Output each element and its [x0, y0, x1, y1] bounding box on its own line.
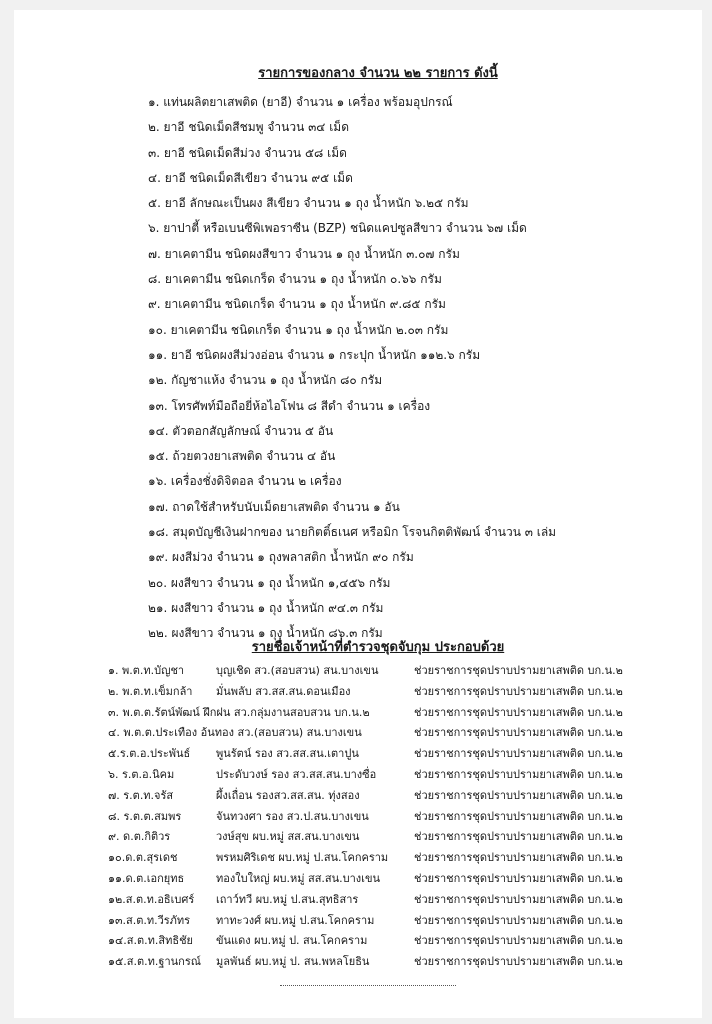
- officer-duty: ช่วยราชการชุดปราบปรามยาเสพติด บก.น.๒: [414, 747, 623, 761]
- officer-rank-name: ๕.ร.ต.อ.ประพันธ์: [108, 747, 191, 761]
- officer-duty: ช่วยราชการชุดปราบปรามยาเสพติด บก.น.๒: [414, 705, 623, 719]
- officer-position: ทองใบใหญ่ ผบ.หมู่ สส.สน.บางเขน: [216, 871, 380, 885]
- officer-row: [108, 744, 698, 765]
- officer-rank-name: ๗. ร.ต.ท.จรัส: [108, 788, 174, 802]
- officer-rank-name: ๑๑.ด.ต.เอกยุทธ: [108, 871, 185, 885]
- officer-rank-name: ๘. ร.ต.ต.สมพร: [108, 809, 182, 823]
- evidence-item: ๑๑. ยาอี ชนิดผงสีม่วงอ่อน จำนวน ๑ กระปุก น้ำหนัก ๑๑๒.๖ กรัม: [148, 347, 481, 362]
- officer-row: [108, 848, 698, 869]
- officer-rank-name: ๖. ร.ต.อ.นิคม: [108, 767, 175, 781]
- officer-row: [108, 723, 698, 744]
- officer-duty: ช่วยราชการชุดปราบปรามยาเสพติด บก.น.๒: [414, 767, 623, 781]
- officer-row: [108, 952, 698, 973]
- officer-position: จันทวงศา รอง สว.ป.สน.บางเขน: [216, 809, 369, 823]
- officer-duty: ช่วยราชการชุดปราบปรามยาเสพติด บก.น.๒: [414, 830, 623, 844]
- evidence-item: ๑๘. สมุดบัญชีเงินฝากของ นายกิตติ์ธเนศ หรือมิก โรจนกิตติพัฒน์ จำนวน ๓ เล่ม: [148, 525, 557, 540]
- officer-rank-name: ๑๔.ส.ต.ท.สิทธิชัย: [108, 934, 193, 948]
- evidence-item: ๘. ยาเคตามีน ชนิดเกร็ด จำนวน ๑ ถุง น้ำหนัก ๐.๖๖ กรัม: [148, 272, 442, 287]
- dotted-divider: [280, 985, 456, 986]
- officer-duty: ช่วยราชการชุดปราบปรามยาเสพติด บก.น.๒: [414, 871, 623, 885]
- officer-position: มูลพันธ์ ผบ.หมู่ ป. สน.พหลโยธิน: [216, 955, 370, 969]
- officer-duty: ช่วยราชการชุดปราบปรามยาเสพติด บก.น.๒: [414, 955, 623, 969]
- evidence-item: ๓. ยาอี ชนิดเม็ดสีม่วง จำนวน ๕๘ เม็ด: [148, 145, 347, 160]
- evidence-item: ๑๔. ตัวตอกสัญลักษณ์ จำนวน ๕ อัน: [148, 423, 334, 438]
- officer-duty: ช่วยราชการชุดปราบปรามยาเสพติด บก.น.๒: [414, 726, 623, 740]
- officer-position: วงษ์สุข ผบ.หมู่ สส.สน.บางเขน: [216, 830, 360, 844]
- officer-duty: ช่วยราชการชุดปราบปรามยาเสพติด บก.น.๒: [414, 934, 623, 948]
- evidence-item: ๑๗. ถาดใช้สำหรับนับเม็ดยาเสพติด จำนวน ๑ อัน: [148, 499, 400, 514]
- officer-rank-name: ๑๓.ส.ต.ท.วีรภัทร: [108, 913, 191, 927]
- officer-duty: ช่วยราชการชุดปราบปรามยาเสพติด บก.น.๒: [414, 851, 623, 865]
- items-heading: รายการของกลาง จำนวน ๒๒ รายการ ดังนี้: [258, 66, 498, 81]
- evidence-item: ๑๕. ถ้วยตวงยาเสพติด จำนวน ๔ อัน: [148, 449, 336, 464]
- evidence-item: ๑๐. ยาเคตามีน ชนิดเกร็ด จำนวน ๑ ถุง น้ำหนัก ๒.๐๓ กรัม: [148, 322, 449, 337]
- officer-rank-name: ๔. พ.ต.ต.ประเทือง อ้นทอง สว.(สอบสวน) สน.บางเขน: [108, 726, 362, 740]
- evidence-item: ๗. ยาเคตามีน ชนิดผงสีขาว จำนวน ๑ ถุง น้ำหนัก ๓.๐๗ กรัม: [148, 246, 460, 261]
- officer-row: [108, 703, 698, 724]
- officer-rank-name: ๙. ด.ต.กิติวร: [108, 830, 171, 844]
- evidence-item: ๒๑. ผงสีขาว จำนวน ๑ ถุง น้ำหนัก ๙๔.๓ กรัม: [148, 600, 384, 615]
- officer-rank-name: ๓. พ.ต.ต.รัตน์พัฒน์ ฝึกฝน สว.กลุ่มงานสอบสวน บก.น.๒: [108, 705, 370, 719]
- officer-row: [108, 807, 698, 828]
- evidence-item: ๖. ยาปาตี้ หรือเบนซีพิเพอราซีน (BZP) ชนิดแคปซูลสีขาว จำนวน ๖๗ เม็ด: [148, 221, 527, 236]
- officer-duty: ช่วยราชการชุดปราบปรามยาเสพติด บก.น.๒: [414, 809, 623, 823]
- officer-position: ประดับวงษ์ รอง สว.สส.สน.บางซื่อ: [216, 767, 377, 781]
- evidence-item: ๙. ยาเคตามีน ชนิดเกร็ด จำนวน ๑ ถุง น้ำหนัก ๙.๘๕ กรัม: [148, 297, 446, 312]
- officers-heading: รายชื่อเจ้าหน้าที่ตำรวจชุดจับกุม ประกอบด้วย: [251, 640, 505, 655]
- officer-duty: ช่วยราชการชุดปราบปรามยาเสพติด บก.น.๒: [414, 664, 623, 677]
- officer-position: พูนรัตน์ รอง สว.สส.สน.เตาปูน: [216, 747, 359, 761]
- evidence-item: ๒๒. ผงสีขาว จำนวน ๑ ถุง น้ำหนัก ๘๖.๓ กรัม: [148, 626, 383, 641]
- officer-rank-name: ๑๕.ส.ต.ท.ฐานกรณ์: [108, 955, 201, 969]
- document-page: [14, 10, 702, 1018]
- officer-position: ขันแดง ผบ.หมู่ ป. สน.โคกคราม: [216, 934, 368, 948]
- evidence-item: ๑. แท่นผลิตยาเสพติด (ยาอี) จำนวน ๑ เครื่อง พร้อมอุปกรณ์: [148, 95, 453, 109]
- officer-duty: ช่วยราชการชุดปราบปรามยาเสพติด บก.น.๒: [414, 913, 623, 927]
- officer-row: [108, 682, 698, 703]
- officer-position: พรหมศิริเดช ผบ.หมู่ ป.สน.โคกคราม: [216, 851, 389, 865]
- evidence-item: ๕. ยาอี ลักษณะเป็นผง สีเขียว จำนวน ๑ ถุง น้ำหนัก ๖.๒๕ กรัม: [148, 196, 469, 211]
- officer-rank-name: ๑. พ.ต.ท.บัญชา: [108, 664, 185, 677]
- evidence-item: ๒๐. ผงสีขาว จำนวน ๑ ถุง น้ำหนัก ๑,๔๕๖ กรัม: [148, 575, 391, 590]
- officer-position: เถาว์ทวี ผบ.หมู่ ป.สน.สุทธิสาร: [216, 892, 359, 906]
- officer-row: [108, 931, 698, 952]
- officer-rank-name: ๑๐.ด.ต.สุรเดช: [108, 851, 178, 865]
- evidence-item: ๔. ยาอี ชนิดเม็ดสีเขียว จำนวน ๙๕ เม็ด: [148, 170, 353, 185]
- officer-duty: ช่วยราชการชุดปราบปรามยาเสพติด บก.น.๒: [414, 788, 623, 802]
- officer-duty: ช่วยราชการชุดปราบปรามยาเสพติด บก.น.๒: [414, 684, 623, 698]
- officer-row: [108, 911, 698, 932]
- evidence-item: ๑๖. เครื่องชั่งดิจิตอล จำนวน ๒ เครื่อง: [148, 474, 342, 489]
- officer-rank-name: ๒. พ.ต.ท.เข็มกล้า: [108, 684, 193, 698]
- evidence-item: ๑๒. กัญชาแห้ง จำนวน ๑ ถุง น้ำหนัก ๘๐ กรัม: [148, 373, 383, 388]
- officer-row: [108, 786, 698, 807]
- officer-row: [108, 869, 698, 890]
- officer-row: [108, 827, 698, 848]
- evidence-item: ๑๓. โทรศัพท์มือถือยี่ห้อไอโฟน ๘ สีดำ จำนวน ๑ เครื่อง: [148, 398, 431, 413]
- evidence-list: [148, 90, 688, 647]
- officer-position: มั่นพลับ สว.สส.สน.ดอนเมือง: [216, 684, 351, 698]
- officer-position: บุญเชิด สว.(สอบสวน) สน.บางเขน: [216, 664, 379, 677]
- evidence-item: ๒. ยาอี ชนิดเม็ดสีชมพู จำนวน ๓๔ เม็ด: [148, 120, 350, 135]
- evidence-item: ๑๙. ผงสีม่วง จำนวน ๑ ถุงพลาสติก น้ำหนัก ๙๐ กรัม: [148, 550, 414, 565]
- officer-duty: ช่วยราชการชุดปราบปรามยาเสพติด บก.น.๒: [414, 892, 623, 906]
- officer-position: ผึ้งเถื่อน รองสว.สส.สน. ทุ่งสอง: [216, 788, 360, 802]
- officer-rank-name: ๑๒.ส.ต.ท.อธิเบศร์: [108, 892, 195, 906]
- officer-list: [108, 661, 698, 973]
- officer-row: [108, 661, 698, 682]
- officer-position: ทาทะวงศ์ ผบ.หมู่ ป.สน.โคกคราม: [216, 913, 375, 927]
- officer-row: [108, 765, 698, 786]
- officer-row: [108, 890, 698, 911]
